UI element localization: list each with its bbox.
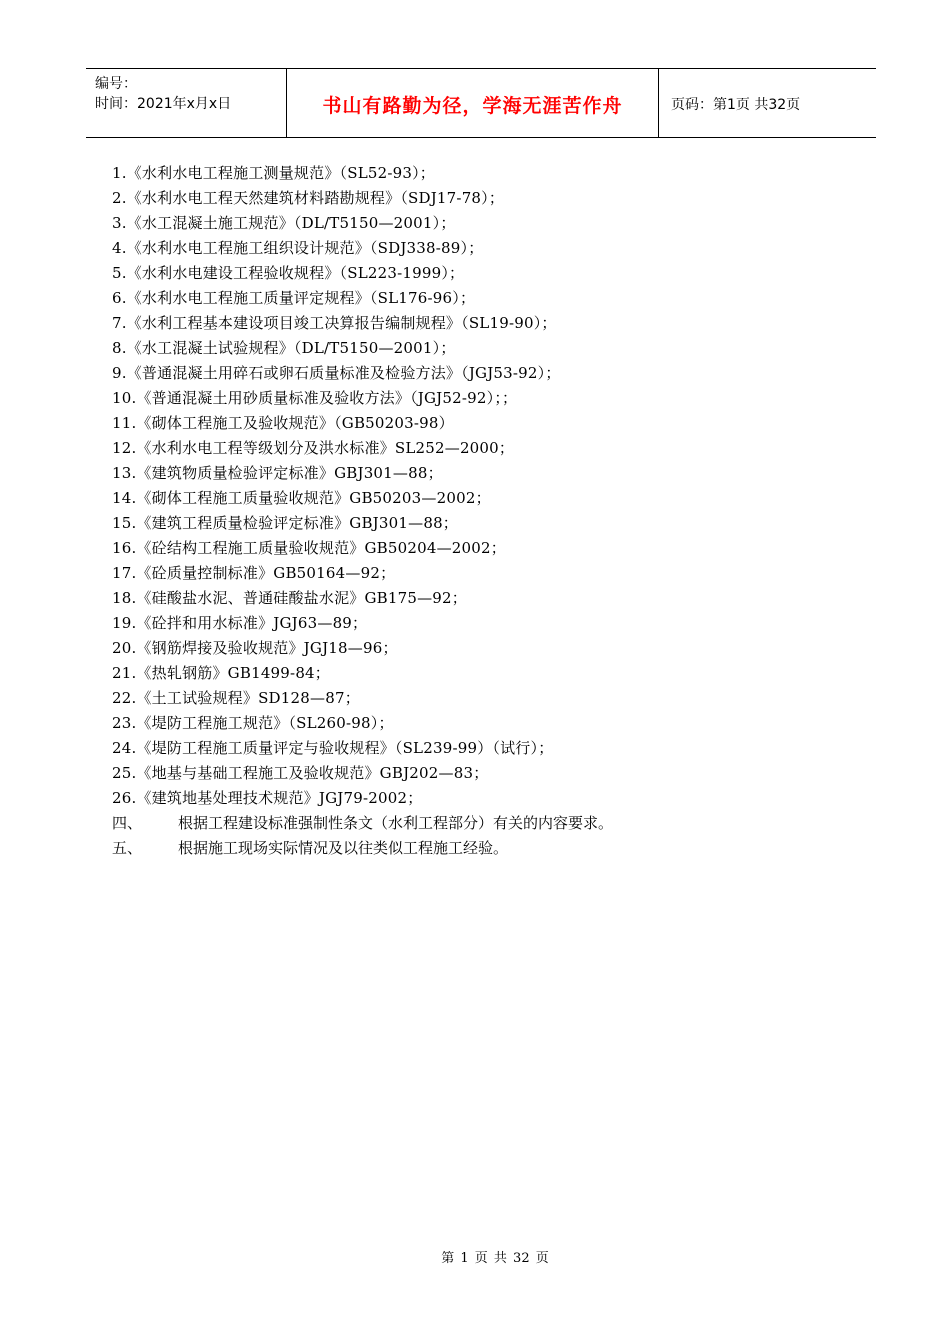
list-item-number: 7. — [112, 314, 127, 332]
list-item-number: 20. — [112, 639, 137, 657]
list-item — [112, 361, 561, 386]
list-item — [112, 511, 561, 536]
list-item — [112, 186, 561, 211]
list-item — [112, 386, 561, 411]
list-item — [112, 161, 561, 186]
section-number: 四、 — [112, 814, 143, 832]
list-item — [112, 261, 561, 286]
list-item — [112, 786, 561, 811]
list-item — [112, 736, 561, 761]
list-item — [112, 586, 561, 611]
section-five — [112, 836, 508, 861]
list-item — [112, 411, 561, 436]
list-item-number: 12. — [112, 439, 137, 457]
list-item-number: 22. — [112, 689, 137, 707]
list-item-number: 21. — [112, 664, 137, 682]
list-item — [112, 211, 561, 236]
page-header — [86, 68, 876, 138]
page-footer: 第 1 页 共 32 页 — [441, 1251, 549, 1266]
list-item-number: 25. — [112, 764, 137, 782]
list-item-text: 《地基与基础工程施工及验收规范》GBJ202—83； — [136, 764, 489, 782]
list-item-text: 《水利工程基本建设项目竣工决算报告编制规程》（SL19-90）； — [126, 314, 557, 332]
list-item-number: 9. — [112, 364, 127, 382]
list-item — [112, 711, 561, 736]
list-item-text: 《普通混凝土用碎石或卵石质量标准及检验方法》（JGJ53-92）； — [126, 364, 561, 382]
list-item-number: 1. — [112, 164, 127, 182]
list-item-text: 《砼拌和用水标准》JGJ63—89； — [136, 614, 368, 632]
list-item-number: 14. — [112, 489, 137, 507]
list-item-number: 19. — [112, 614, 137, 632]
list-item-text: 《水利水电工程等级划分及洪水标准》SL252—2000； — [136, 439, 515, 457]
list-item-text: 《水利水电工程施工测量规范》（SL52-93）； — [126, 164, 435, 182]
list-item-text: 《水工混凝土试验规程》（DL/T5150—2001）； — [126, 339, 456, 357]
list-item — [112, 286, 561, 311]
list-item-number: 6. — [112, 289, 127, 307]
list-item-text: 《硅酸盐水泥、普通硅酸盐水泥》GB175—92； — [136, 589, 467, 607]
list-item-number: 15. — [112, 514, 137, 532]
list-item-number: 8. — [112, 339, 127, 357]
list-item — [112, 461, 561, 486]
list-item — [112, 236, 561, 261]
list-item-text: 《砼结构工程施工质量验收规范》GB50204—2002； — [136, 539, 506, 557]
list-item-text: 《土工试验规程》SD128—87； — [136, 689, 360, 707]
list-item-number: 2. — [112, 189, 127, 207]
serial-label: 编号： — [95, 76, 137, 92]
list-item-text: 《建筑物质量检验评定标准》GBJ301—88； — [136, 464, 443, 482]
list-item-text: 《水利水电工程天然建筑材料踏勘规程》（SDJ17-78）； — [126, 189, 505, 207]
list-item-number: 24. — [112, 739, 137, 757]
list-item-text: 《水利水电建设工程验收规程》（SL223-1999）； — [126, 264, 465, 282]
list-item-text: 《堤防工程施工规范》（SL260-98）； — [136, 714, 394, 732]
list-item — [112, 311, 561, 336]
list-item-text: 《砼质量控制标准》GB50164—92； — [136, 564, 396, 582]
list-item-number: 11. — [112, 414, 137, 432]
list-item-text: 《水利水电工程施工组织设计规范》（SDJ338-89）； — [126, 239, 484, 257]
list-item — [112, 636, 561, 661]
list-item — [112, 486, 561, 511]
list-item — [112, 661, 561, 686]
list-item-number: 4. — [112, 239, 127, 257]
list-item-text: 《砌体工程施工及验收规范》（GB50203-98） — [136, 414, 454, 432]
header-page-cell — [659, 69, 876, 137]
page-code: 页码：第1页 共32页 — [671, 97, 801, 113]
list-item-number: 3. — [112, 214, 127, 232]
list-item-number: 26. — [112, 789, 137, 807]
list-item — [112, 536, 561, 561]
header-motto-cell — [287, 69, 659, 137]
list-item — [112, 761, 561, 786]
list-item-number: 17. — [112, 564, 137, 582]
time-label: 时间：2021年x月x日 — [95, 96, 232, 112]
list-item-text: 《建筑地基处理技术规范》JGJ79-2002； — [136, 789, 423, 807]
list-item — [112, 436, 561, 461]
list-item-number: 18. — [112, 589, 137, 607]
list-item — [112, 611, 561, 636]
list-item-text: 《水利水电工程施工质量评定规程》（SL176-96）； — [126, 289, 476, 307]
list-item — [112, 561, 561, 586]
section-four — [112, 811, 613, 836]
list-item-text: 《砌体工程施工质量验收规范》GB50203—2002； — [136, 489, 491, 507]
list-item — [112, 686, 561, 711]
list-item-text: 《建筑工程质量检验评定标准》GBJ301—88； — [136, 514, 459, 532]
list-item-text: 《普通混凝土用砂质量标准及验收方法》（JGJ52-92）；； — [136, 389, 518, 407]
list-item-text: 《堤防工程施工质量评定与验收规程》（SL239-99）（试行）； — [136, 739, 554, 757]
list-item-text: 《热轧钢筋》GB1499-84； — [136, 664, 331, 682]
list-item-text: 《钢筋焊接及验收规范》JGJ18—96； — [136, 639, 398, 657]
motto-text: 书山有路勤为径，学海无涯苦作舟 — [322, 95, 623, 117]
section-number: 五、 — [112, 839, 143, 857]
standards-list — [112, 161, 561, 811]
section-text: 根据施工现场实际情况及以往类似工程施工经验。 — [178, 839, 509, 857]
list-item-number: 5. — [112, 264, 127, 282]
list-item-text: 《水工混凝土施工规范》（DL/T5150—2001）； — [126, 214, 456, 232]
list-item-number: 23. — [112, 714, 137, 732]
section-text: 根据工程建设标准强制性条文（水利工程部分）有关的内容要求。 — [178, 814, 614, 832]
list-item-number: 10. — [112, 389, 137, 407]
list-item-number: 13. — [112, 464, 137, 482]
header-info-cell — [86, 69, 287, 137]
list-item-number: 16. — [112, 539, 137, 557]
list-item — [112, 336, 561, 361]
